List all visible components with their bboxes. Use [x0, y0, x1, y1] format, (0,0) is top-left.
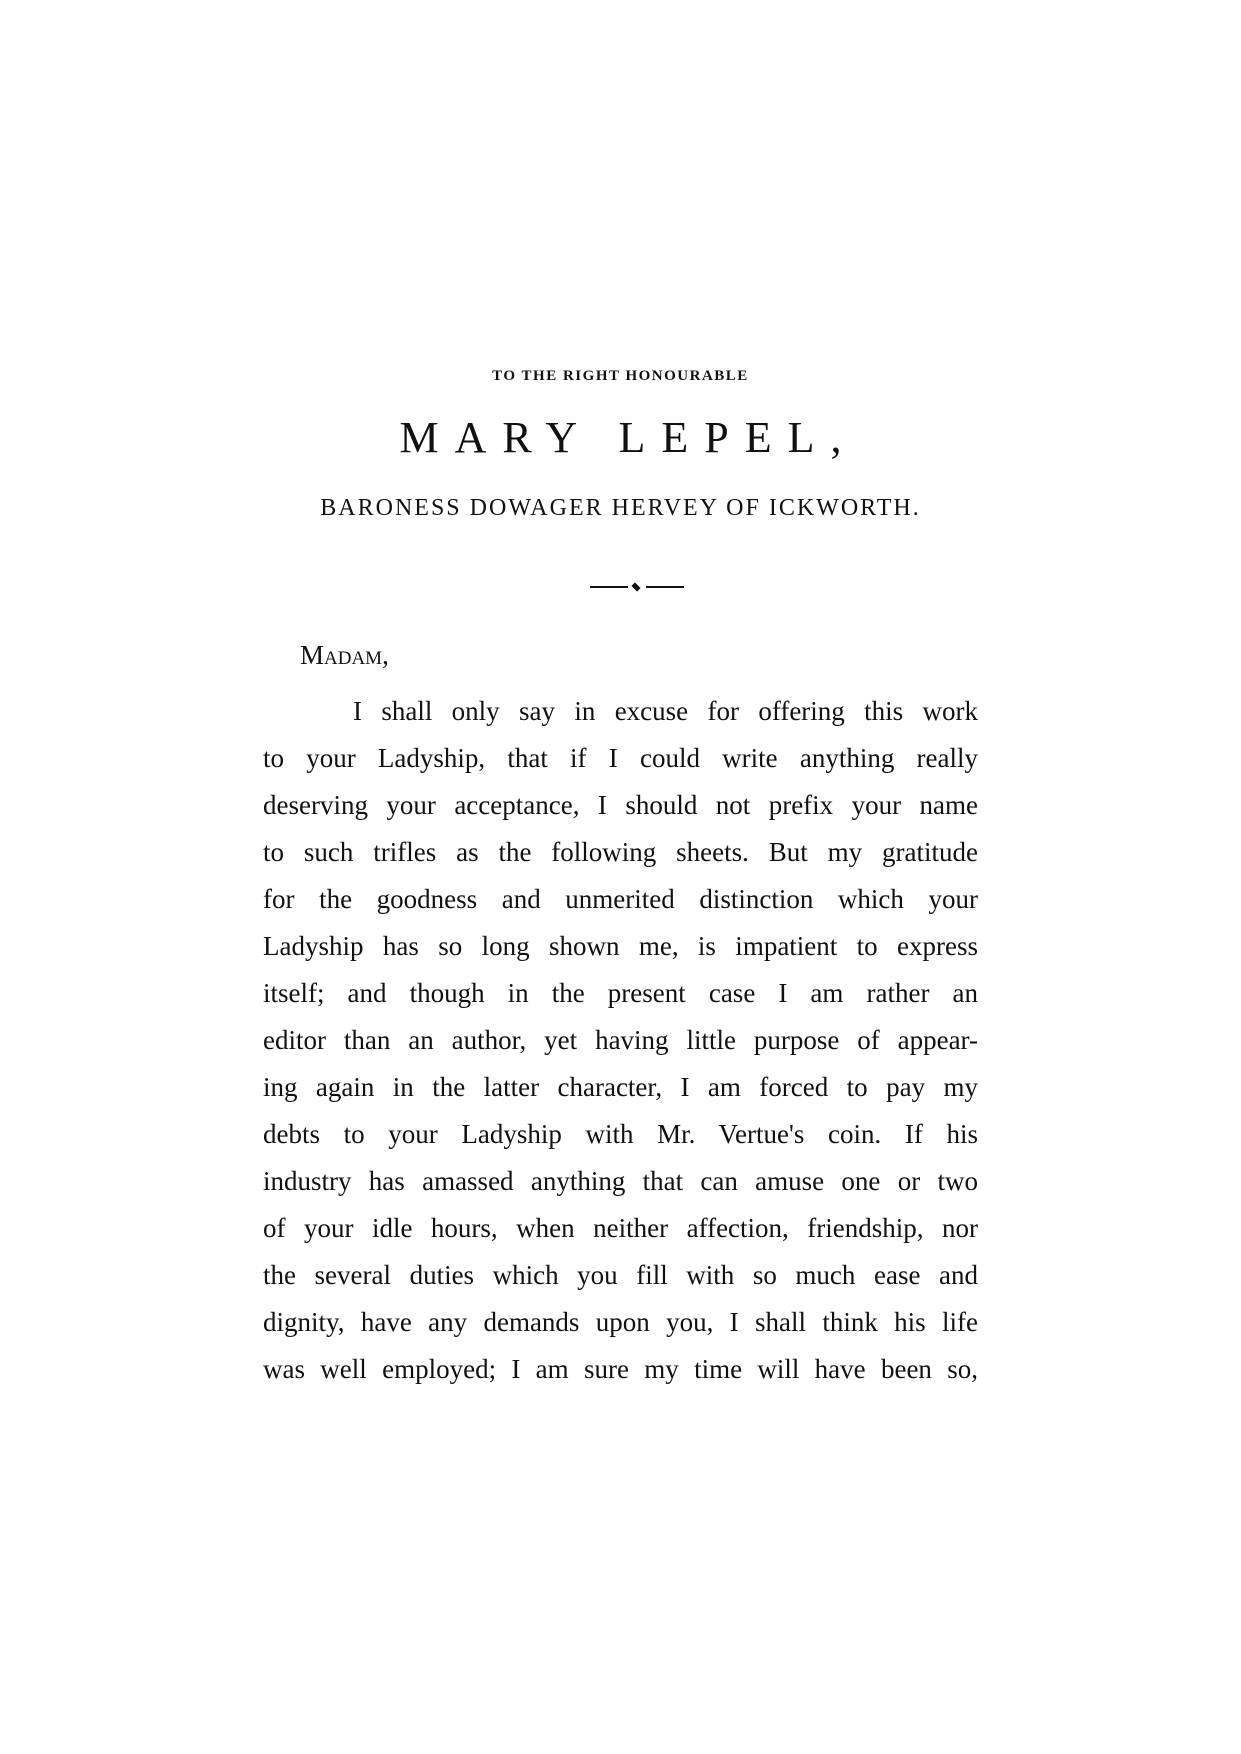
body-line: editor than an author, yet having little purpose of appear-: [263, 1025, 978, 1055]
salutation: Madam,: [300, 640, 389, 670]
body-line: deserving your acceptance, I should not prefix your name: [263, 790, 978, 820]
dedicatee-title: BARONESS DOWAGER HERVEY OF ICKWORTH.: [320, 495, 921, 521]
body-line: to your Ladyship, that if I could write anything really: [263, 743, 978, 773]
dedication-heading: TO THE RIGHT HONOURABLE: [492, 368, 749, 384]
ornament-rule-right: [646, 586, 684, 588]
ornament-diamond-icon: [631, 582, 640, 591]
body-line: Ladyship has so long shown me, is impatient to express: [263, 931, 978, 961]
body-line: dignity, have any demands upon you, I shall think his life: [263, 1307, 978, 1337]
ornament-rule-left: [590, 586, 628, 588]
body-line: industry has amassed anything that can amuse one or two: [263, 1166, 978, 1196]
body-line: ing again in the latter character, I am forced to pay my: [263, 1072, 978, 1102]
dedication-body: [263, 688, 978, 1393]
body-line: debts to your Ladyship with Mr. Vertue's coin. If his: [263, 1119, 978, 1149]
body-line: to such trifles as the following sheets. But my gratitude: [263, 837, 978, 867]
body-line: of your idle hours, when neither affection, friendship, nor: [263, 1213, 978, 1243]
ornamental-rule: [590, 582, 684, 592]
body-line: I shall only say in excuse for offering this work: [353, 696, 978, 726]
body-line: the several duties which you fill with so much ease and: [263, 1260, 978, 1290]
body-line: for the goodness and unmerited distinction which your: [263, 884, 978, 914]
body-line: was well employed; I am sure my time will have been so,: [263, 1354, 978, 1384]
body-line: itself; and though in the present case I am rather an: [263, 978, 978, 1008]
dedicatee-name: MARY LEPEL,: [399, 413, 858, 462]
